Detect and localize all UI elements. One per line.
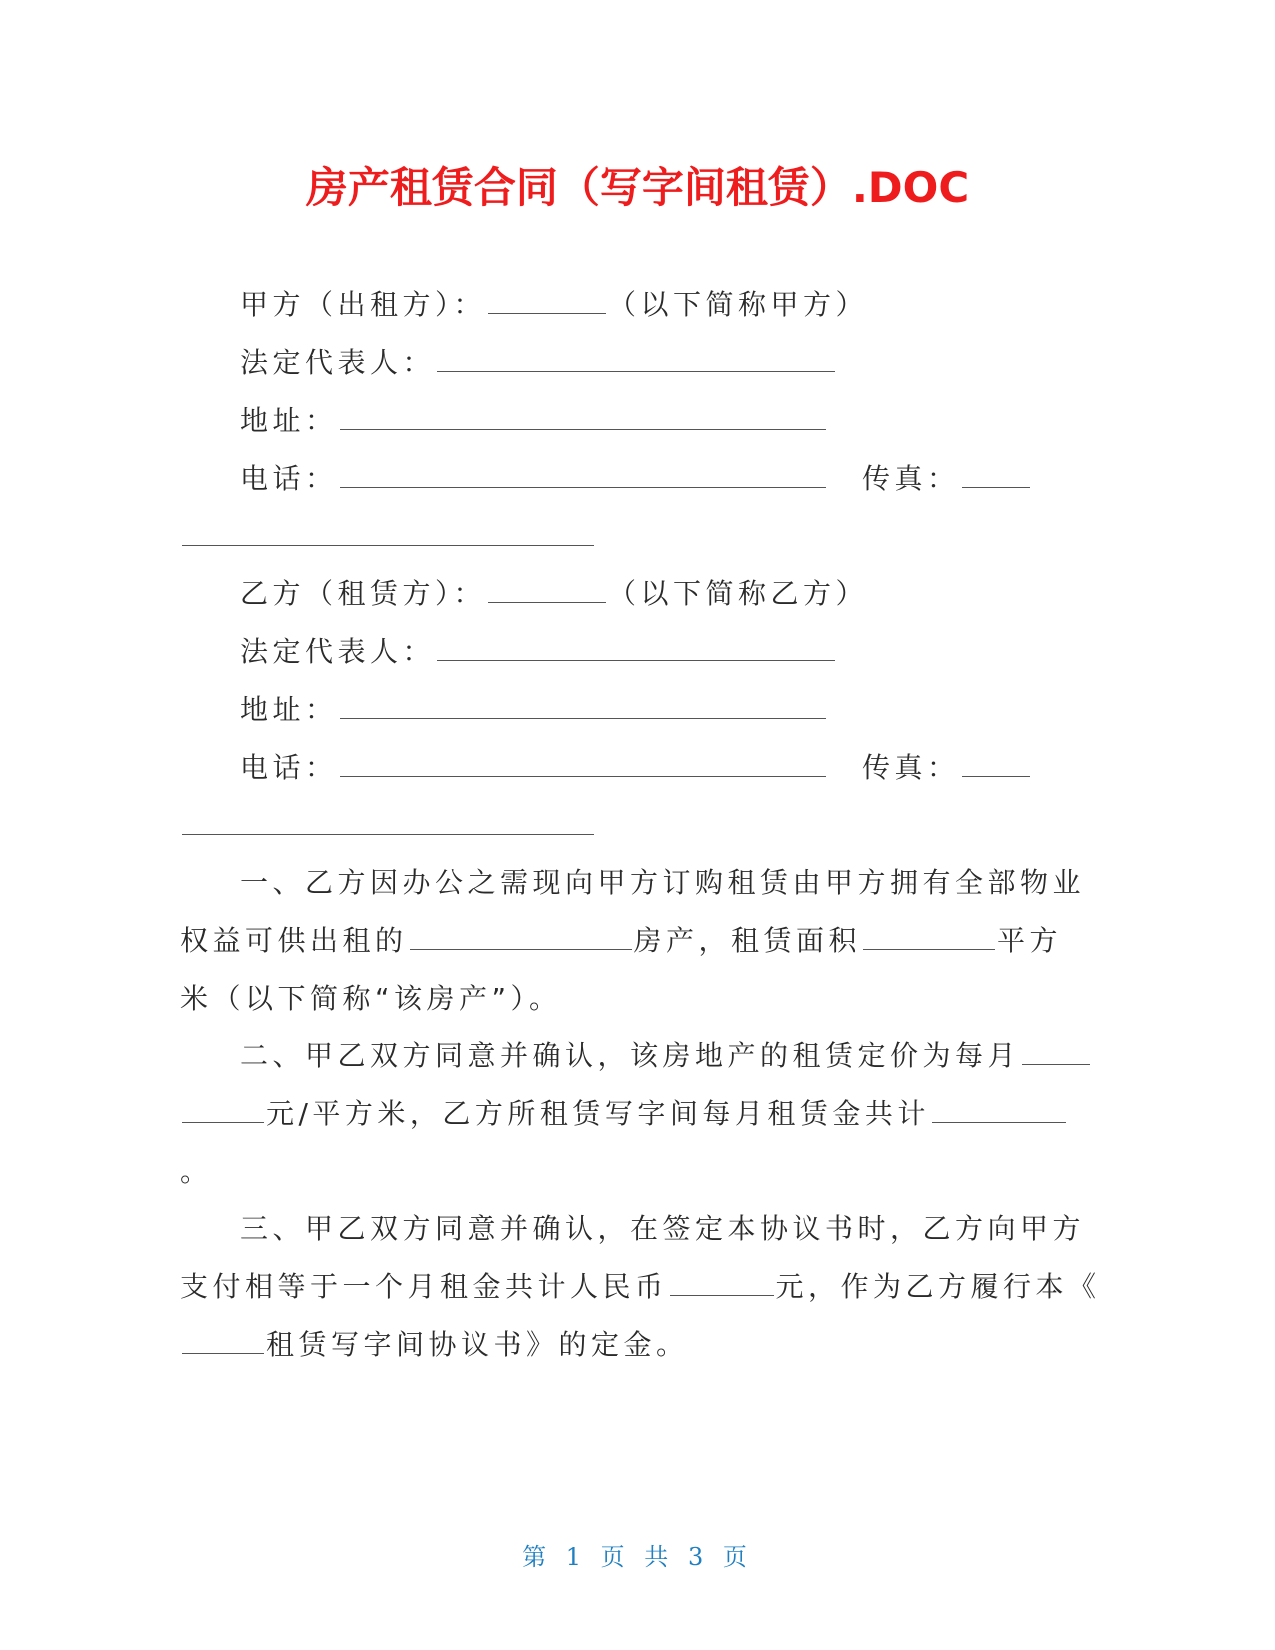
clause2-text: 二、甲乙双方同意并确认，该房地产的租赁定价为每月 [240, 1039, 1021, 1072]
party-a-fax-cont-line [180, 517, 596, 557]
clause2-line2 [180, 1094, 1068, 1134]
clause1-line3: 米（以下简称“该房产”）。 [180, 982, 562, 1015]
party-b-name-blank[interactable] [488, 574, 606, 603]
clause3-deposit-blank[interactable] [670, 1267, 774, 1296]
document-title: 房产租赁合同（写字间租赁）.DOC [305, 163, 970, 212]
clause1-property-blank[interactable] [410, 921, 632, 950]
party-a-fax-line [862, 459, 1032, 499]
party-b-fax-cont-blank[interactable] [182, 806, 594, 835]
clause1-text-b: 房产，租赁面积 [633, 924, 862, 957]
party-b-fax-label: 传真： [862, 751, 960, 784]
party-b-address-blank[interactable] [340, 690, 826, 719]
party-a-line [240, 285, 868, 325]
clause3-line2 [180, 1267, 1101, 1307]
clause2-text-a: 元/平方米，乙方所租赁写字间每月租赁金共计 [266, 1097, 930, 1130]
party-a-fax-blank[interactable] [962, 459, 1030, 488]
party-b-rep-line [240, 632, 837, 672]
party-b-address-line [240, 690, 828, 730]
clause2-price-blank[interactable] [1022, 1036, 1090, 1065]
clause3-line1: 三、甲乙双方同意并确认，在签定本协议书时，乙方向甲方 [240, 1212, 1086, 1245]
clause3-line3 [180, 1325, 689, 1365]
clause3-text-a: 支付相等于一个月租金共计人民币 [180, 1270, 668, 1303]
party-b-note: （以下简称乙方） [608, 577, 869, 610]
clause1-area-blank[interactable] [863, 921, 995, 950]
party-a-name-blank[interactable] [488, 285, 606, 314]
clause3-text-b: 元，作为乙方履行本《 [775, 1270, 1101, 1303]
clause1-line2 [180, 921, 1062, 961]
page-number: 第 1 页 共 3 页 [522, 1543, 753, 1571]
clause2-line3: 。 [180, 1155, 213, 1188]
clause1-line1: 一、乙方因办公之需现向甲方订购租赁由甲方拥有全部物业 [240, 866, 1086, 899]
party-b-fax-cont-line [180, 806, 596, 846]
party-a-phone-label: 电话： [240, 462, 338, 495]
clause2-price-cont-blank[interactable] [182, 1094, 264, 1123]
party-b-phone-blank[interactable] [340, 748, 826, 777]
party-b-address-label: 地址： [240, 693, 338, 726]
clause1-text-c: 平方 [997, 924, 1063, 957]
party-b-fax-blank[interactable] [962, 748, 1030, 777]
party-a-note: （以下简称甲方） [608, 288, 869, 321]
party-a-fax-cont-blank[interactable] [182, 517, 594, 546]
clause3-name-blank[interactable] [182, 1325, 264, 1354]
party-a-label: 甲方（出租方）： [240, 288, 487, 321]
party-b-rep-blank[interactable] [437, 632, 835, 661]
party-a-fax-label: 传真： [862, 462, 960, 495]
party-a-address-blank[interactable] [340, 401, 826, 430]
party-b-rep-label: 法定代表人： [240, 635, 436, 668]
party-a-phone-blank[interactable] [340, 459, 826, 488]
party-b-phone-label: 电话： [240, 751, 338, 784]
party-a-address-line [240, 401, 828, 441]
party-a-rep-blank[interactable] [437, 343, 835, 372]
party-b-line [240, 574, 868, 614]
party-b-label: 乙方（租赁方）： [240, 577, 487, 610]
party-a-address-label: 地址： [240, 404, 338, 437]
clause1-text-a: 权益可供出租的 [180, 924, 408, 957]
clause3-text-c: 租赁写字间协议书》的定金。 [266, 1328, 689, 1361]
party-a-rep-line [240, 343, 837, 383]
party-a-rep-label: 法定代表人： [240, 346, 436, 379]
party-b-fax-line [862, 748, 1032, 788]
clause2-total-blank[interactable] [932, 1094, 1066, 1123]
clause2-line1 [240, 1036, 1092, 1076]
party-b-phone-line [240, 748, 828, 788]
party-a-phone-line [240, 459, 828, 499]
